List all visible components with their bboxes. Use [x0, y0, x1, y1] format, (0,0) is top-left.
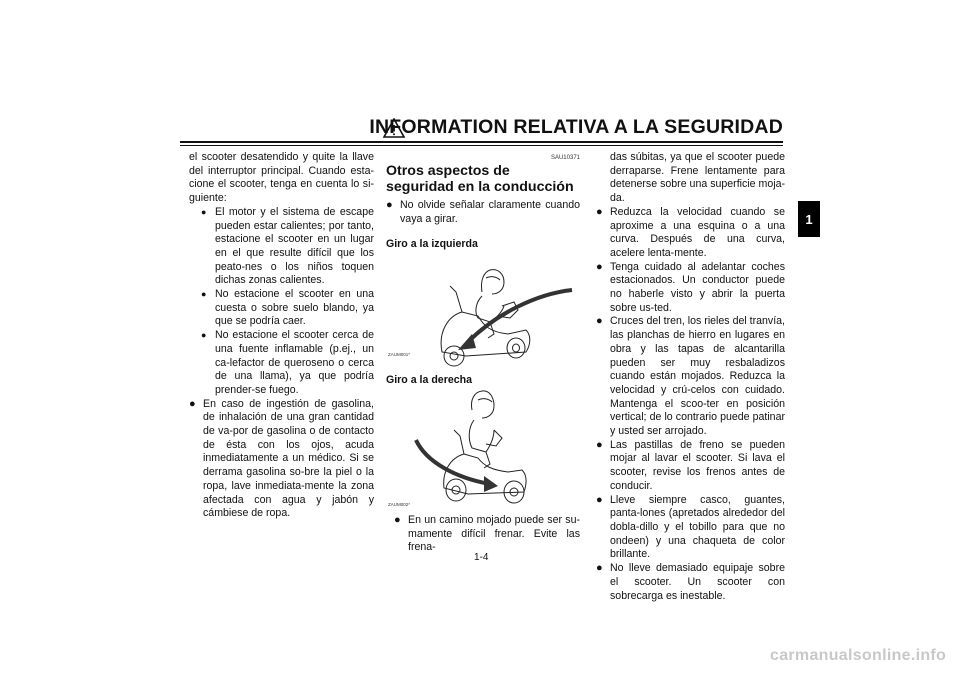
- small-bullet-icon: ●: [201, 330, 207, 341]
- scooter-right-turn-image: [386, 388, 576, 512]
- list-item: ● Cruces del tren, los rieles del tranvía, las planchas de hierro en lugares en obra y las tapas de alcantarilla pueden ser muy resbaladizos cuando están mojados. Reduzca la velocidad y crú-celos con cuidado. Mantenga el scoo-ter en posición vertical; de lo contrario puede patinar y usted ser arrojado.: [596, 315, 785, 438]
- column-right: [596, 151, 785, 603]
- page-title: INFORMATION RELATIVA A LA SEGURIDAD: [369, 116, 783, 138]
- bullet-icon: ●: [394, 513, 401, 526]
- bullet-icon: ●: [596, 205, 603, 218]
- bullet-icon: ●: [386, 199, 393, 211]
- left-turn-illustration: ZAUM001*: [386, 252, 580, 370]
- page-header: [180, 116, 783, 146]
- small-bullet-icon: ●: [201, 206, 207, 217]
- subheading-right-turn: Giro a la derecha: [386, 374, 472, 387]
- list-item: ● Tenga cuidado al adelantar coches estacionados. Un conductor puede no haberle visto y abrir la puerta sobre us-ted.: [596, 260, 785, 314]
- bullet-icon: ●: [596, 315, 603, 328]
- paragraph: el scooter desatendido y quite la llave del interruptor principal. Cuando esta-cione el scooter, tenga en cuenta lo si-guiente:: [189, 151, 374, 205]
- list-item: ● Reduzca la velocidad cuando se aproxime a una esquina o a una curva. Después de una curva, acelere lenta-mente.: [596, 205, 785, 259]
- paragraph: das súbitas, ya que el scooter puede derraparse. Frene lentamente para detenerse sobre una superficie moja-da.: [610, 151, 785, 205]
- header-rule-thin: [180, 145, 783, 146]
- list-item: ● Lleve siempre casco, guantes, panta-lones (apretados alrededor del dobla-dillo y el tobillo para que no ondeen) y una chaqueta de color brillante.: [596, 493, 785, 561]
- bullet-icon: ●: [596, 562, 603, 575]
- list-item: ● En un camino mojado puede ser su-mamente difícil frenar. Evite las frena-: [394, 513, 580, 554]
- header-rule: [180, 141, 783, 143]
- list-item: ● En caso de ingestión de gasolina, de inhalación de una gran cantidad de va-por de gasolina o de contacto de ésta con los ojos, acuda inmediatamente a un médico. Si se derrama gasolina so-bre la piel o la ropa, lave inmediata-mente la zona afectada con agua y jabón y cámbiese de ropa.: [189, 397, 374, 520]
- bullet-icon: ●: [596, 260, 603, 273]
- small-bullet-icon: ●: [201, 289, 207, 300]
- bullet-icon: ●: [189, 397, 196, 410]
- list-item: ● Las pastillas de freno se pueden mojar al lavar el scooter. Si lava el scooter, revise los frenos antes de conducir.: [596, 438, 785, 492]
- scooter-left-turn-image: [386, 252, 576, 370]
- sub-list-item: ● No estacione el scooter en una cuesta o sobre suelo blando, ya que se podría caer.: [201, 288, 374, 328]
- bullet-icon: ●: [596, 438, 603, 451]
- section-heading: Otros aspectos de seguridad en la conducción: [386, 163, 574, 195]
- list-item: ● No olvide señalar claramente cuando vaya a girar.: [386, 199, 580, 225]
- section-code: SAU10371: [550, 155, 580, 161]
- right-turn-illustration: ZAUM002*: [386, 388, 580, 512]
- page-number: 1-4: [474, 552, 489, 563]
- watermark: carmanualsonline.info: [770, 647, 947, 664]
- list-item: ● No lleve demasiado equipaje sobre el scooter. Un scooter con sobrecarga es inestable.: [596, 562, 785, 602]
- subheading-left-turn: Giro a la izquierda: [386, 238, 478, 251]
- column-left: [189, 151, 374, 521]
- sub-list-item: ● El motor y el sistema de escape pueden estar calientes; por tanto, estacione el scooter en un lugar en el que resulte difícil que los peato-nes o los niños toquen dichas zonas calientes.: [201, 205, 374, 287]
- sub-list-item: ● No estacione el scooter cerca de una fuente inflamable (p.ej., un ca-lefactor de queroseno o cerca de una llama), ya que podría prender-se fuego.: [201, 329, 374, 396]
- chapter-tab: 1: [798, 201, 820, 237]
- bullet-icon: ●: [596, 493, 603, 506]
- column-middle: [386, 151, 580, 555]
